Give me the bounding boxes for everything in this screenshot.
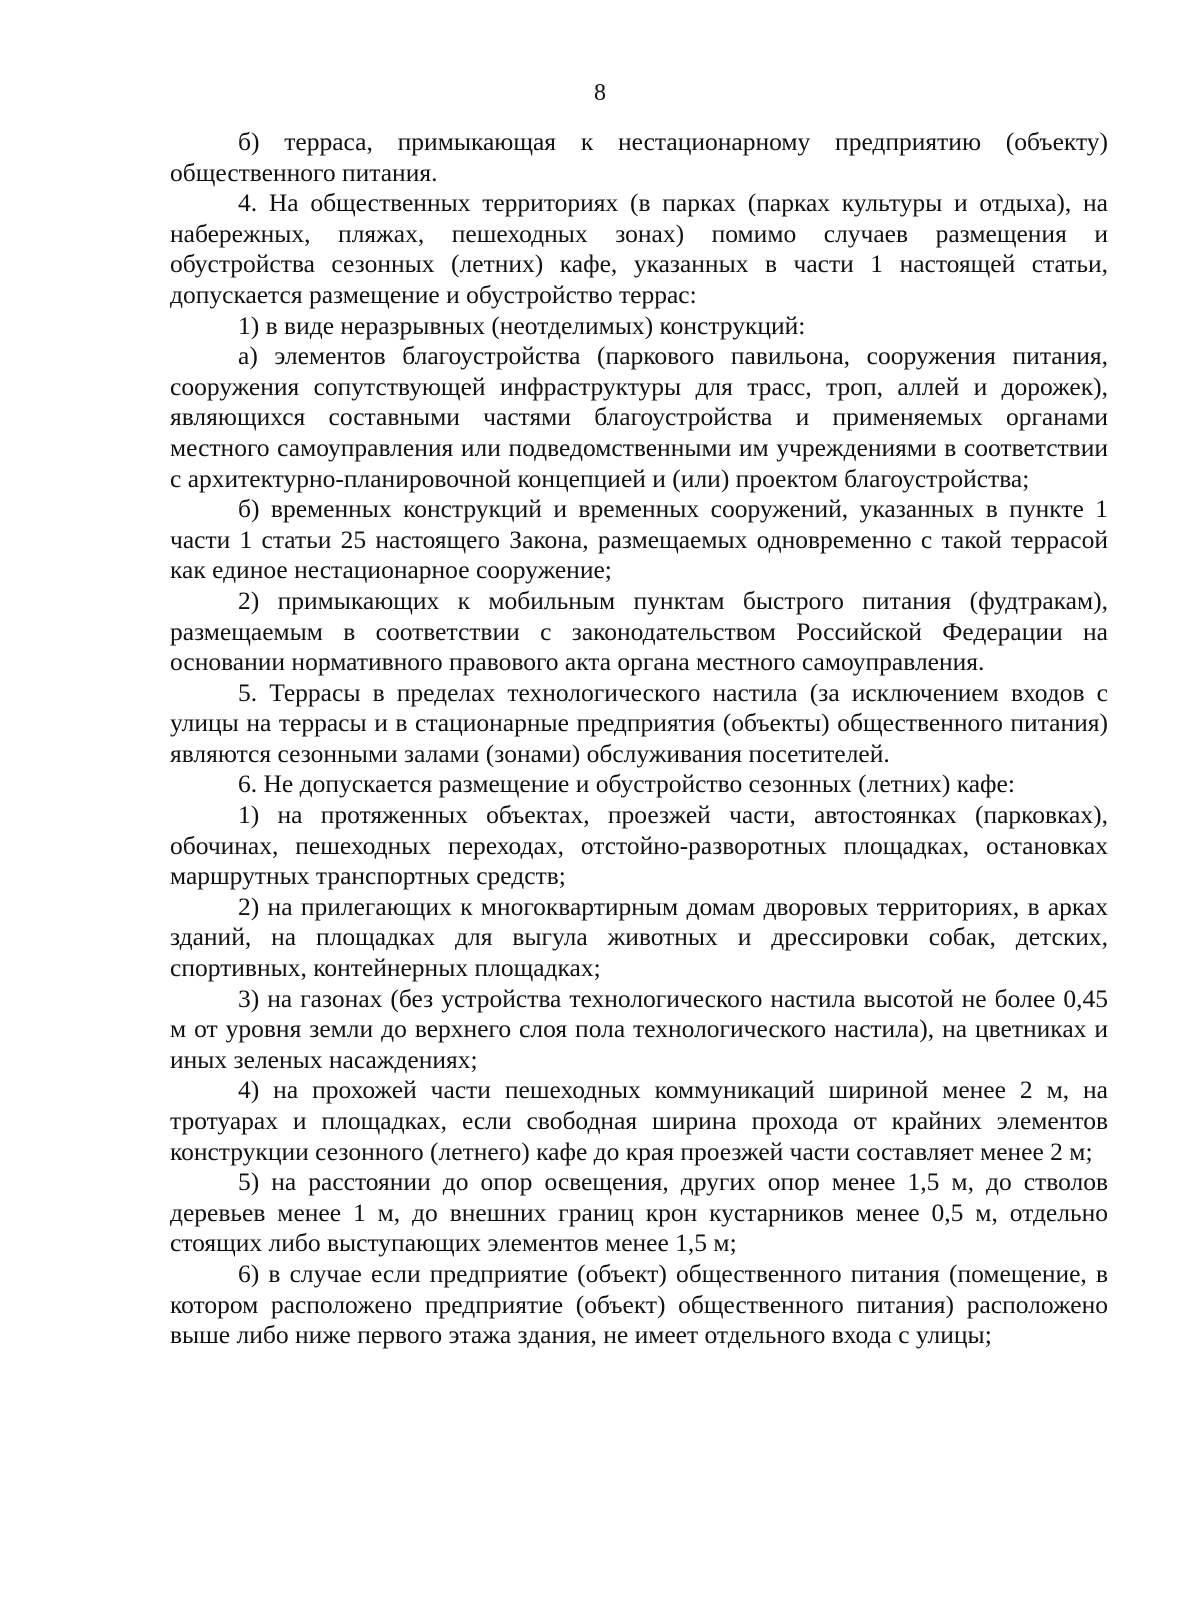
paragraph-3b-terrace: б) терраса, примыкающая к нестационарному предприятию (объекту) общественного питания. [170,127,1108,187]
paragraph-5-terraces: 5. Террасы в пределах технологического настила (за исключением входов с улицы на террасы и в стационарные предприятия (объекты) общественного питания) являются сезонными залами (зонами) обслуживания посетителей. [170,677,1108,768]
paragraph-6-1: 1) на протяженных объектах, проезжей части, автостоянках (парковках), обочинах, пешеходных переходах, отстойно-разворотных площадках, остановках маршрутных транспортных средств; [170,800,1108,891]
paragraph-4-1-inseparable-constructions: 1) в виде неразрывных (неотделимых) конструкций: [238,310,806,340]
page-number: 8 [594,80,606,106]
paragraph-4-1b-temporary-constructions: б) временных конструкций и временных сооружений, указанных в пункте 1 части 1 статьи 25 настоящего Закона, размещаемых одновременно с такой террасой как единое нестационарное сооружение; [170,494,1108,585]
paragraph-6-6: 6) в случае если предприятие (объект) общественного питания (помещение, в котором расположено предприятие (объект) общественного питания) расположено выше либо ниже первого этажа здания, не имеет отдельного входа с улицы; [170,1258,1108,1350]
paragraph-6-2: 2) на прилегающих к многоквартирным домам дворовых территориях, в арках зданий, на площадках для выгула животных и дрессировки собак, детских, спортивных, контейнерных площадках; [170,891,1108,983]
paragraph-6-3: 3) на газонах (без устройства технологического настила высотой не более 0,45 м от уровня земли до верхнего слоя пола технологического настила), на цветниках и иных зеленых насаждениях; [170,983,1108,1074]
paragraph-6-5: 5) на расстоянии до опор освещения, других опор менее 1,5 м, до стволов деревьев менее 1 м, до внешних границ крон кустарников менее 0,5 м, отдельно стоящих либо выступающих элементов менее 1,5 м; [170,1167,1108,1258]
paragraph-4-2-food-trucks: 2) примыкающих к мобильным пунктам быстрого питания (фудтракам), размещаемым в соответствии с законодательством Российской Федерации на основании нормативного правового акта органа местного самоуправления. [170,585,1108,677]
paragraph-6-not-allowed: 6. Не допускается размещение и обустройство сезонных (летних) кафе: [238,769,1015,799]
document-body [170,127,1108,1351]
paragraph-6-4: 4) на прохожей части пешеходных коммуникаций шириной менее 2 м, на тротуарах и площадках, если свободная ширина прохода от крайних элементов конструкции сезонного (летнего) кафе до края проезжей части составляет менее 2 м; [170,1075,1108,1166]
paragraph-4-public-territories: 4. На общественных территориях (в парках (парках культуры и отдыха), на набережных, пляжах, пешеходных зонах) помимо случаев размещения и обустройства сезонных (летних) кафе, указанных в части 1 настоящей статьи, допускается размещение и обустройство террас: [170,188,1108,309]
paragraph-4-1a-landscaping-elements: а) элементов благоустройства (паркового павильона, сооружения питания, сооружения сопутствующей инфраструктуры для трасс, троп, аллей и дорожек), являющихся составными частями благоустройства и применяемых органами местного самоуправления или подведомственными им учреждениями в соответствии с архитектурно-планировочной концепцией и (или) проектом благоустройства; [170,341,1108,493]
